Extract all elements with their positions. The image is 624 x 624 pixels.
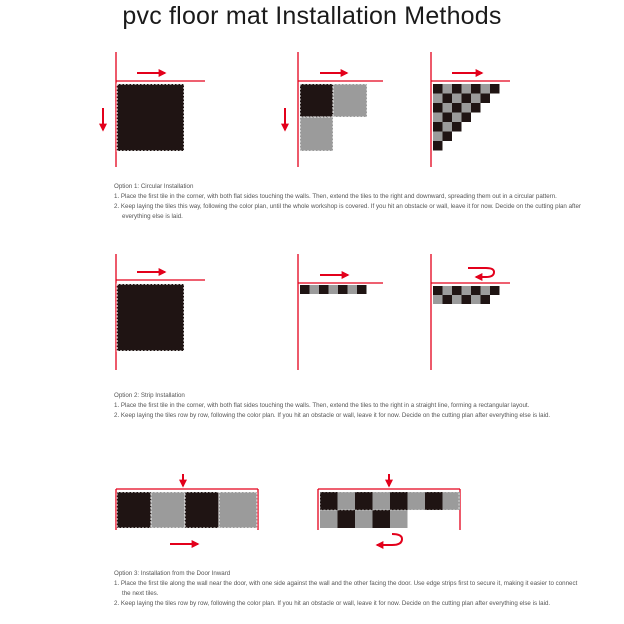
triangle-checker-tiles <box>433 84 500 151</box>
gray-tile <box>408 492 426 510</box>
dark-tile <box>452 103 462 113</box>
gray-tile <box>443 103 453 113</box>
dark-tile <box>373 510 391 528</box>
dark-tile <box>433 122 443 132</box>
gray-tile <box>355 510 373 528</box>
dark-tile <box>471 84 481 94</box>
dark-tile <box>452 286 462 295</box>
gray-tile <box>373 492 391 510</box>
circular-step-3-diagram <box>431 52 510 167</box>
circular-step-2-diagram <box>285 52 383 167</box>
gray-tile <box>452 295 462 304</box>
dark-tile <box>481 94 491 104</box>
dark-tile <box>462 113 472 123</box>
dark-tile <box>452 122 462 132</box>
dark-tile <box>490 84 500 94</box>
gray-tile <box>462 103 472 113</box>
section-heading: Option 3: Installation from the Door Inward <box>114 570 231 577</box>
section-step: 1. Place the first tile along the wall near the door, with one side against the wall and the other facing the door. Use edge strips first to secure it, making it easier to connect the next tiles. <box>114 580 578 597</box>
dark-tile <box>490 286 500 295</box>
gray-tile <box>151 492 185 528</box>
gray-tile <box>433 132 443 142</box>
section-step: 2. Keep laying the tiles this way, following the color plan, until the whole workshop is covered. If you hit an obstacle or wall, leave it for now. Decide on the cutting plan after everything else is laid. <box>114 203 581 220</box>
gray-tile <box>348 285 358 294</box>
section-step: 2. Keep laying the tiles row by row, following the color plan. If you hit an obstacle or wall, leave it for now. Decide on the cutting plan after everything else is laid. <box>114 412 551 419</box>
dark-tile <box>481 295 491 304</box>
dark-tile <box>117 284 184 351</box>
door-step-2-diagram <box>318 474 460 545</box>
circular-step-1-diagram <box>103 52 205 167</box>
dark-tile <box>390 492 408 510</box>
dark-tile <box>433 141 443 151</box>
section-step: 1. Place the first tile in the corner, with both flat sides touching the walls. Then, extend the tiles to the right in a straight line, forming a rectangular layout. <box>114 402 530 409</box>
section-step: 1. Place the first tile in the corner, with both flat sides touching the walls. Then, extend the tiles to the right and downward, spreading them out in a circular pattern. <box>114 193 557 200</box>
dark-tile <box>471 103 481 113</box>
gray-tile <box>310 285 320 294</box>
door-step-1-diagram <box>116 474 258 544</box>
door-checker-tiles <box>320 492 460 528</box>
dark-tile <box>355 492 373 510</box>
gray-tile <box>433 94 443 104</box>
dark-tile <box>452 84 462 94</box>
gray-tile <box>443 286 453 295</box>
gray-tile <box>338 492 356 510</box>
gray-tile <box>452 113 462 123</box>
gray-tile <box>462 84 472 94</box>
gray-tile <box>443 492 461 510</box>
dark-tile <box>117 84 184 151</box>
gray-tile <box>462 286 472 295</box>
return-arrow <box>377 534 402 545</box>
dark-tile <box>357 285 367 294</box>
dark-tile <box>471 286 481 295</box>
dark-tile <box>117 492 151 528</box>
gray-tile <box>300 117 333 151</box>
dark-tile <box>443 113 453 123</box>
gray-tile <box>443 84 453 94</box>
dark-tile <box>300 285 310 294</box>
dark-tile <box>433 103 443 113</box>
gray-tile <box>471 295 481 304</box>
gray-tile <box>320 510 338 528</box>
gray-tile <box>471 94 481 104</box>
gray-tile <box>452 94 462 104</box>
dark-tile <box>433 286 443 295</box>
dark-tile <box>320 492 338 510</box>
gray-tile <box>433 295 443 304</box>
section-heading: Option 2: Strip Installation <box>114 392 185 399</box>
dark-tile <box>462 94 472 104</box>
strip-step-2-diagram <box>298 254 383 370</box>
gray-tile <box>481 84 491 94</box>
return-arrow <box>468 268 494 277</box>
strip-step-1-diagram <box>116 254 205 370</box>
gray-tile <box>333 84 367 117</box>
gray-tile <box>433 113 443 123</box>
gray-tile <box>443 122 453 132</box>
section-strip <box>114 391 584 421</box>
section-door <box>114 569 584 609</box>
page-title: pvc floor mat Installation Methods <box>122 2 502 30</box>
dark-tile <box>443 295 453 304</box>
gray-tile <box>329 285 339 294</box>
dark-tile <box>319 285 329 294</box>
section-step: 2. Keep laying the tiles row by row, following the color plan. If you hit an obstacle or wall, leave it for now. Decide on the cutting plan after everything else is laid. <box>114 600 551 607</box>
dark-tile <box>338 510 356 528</box>
gray-tile <box>390 510 408 528</box>
strip-tile-row <box>300 285 367 294</box>
dark-tile <box>425 492 443 510</box>
dark-tile <box>300 84 333 117</box>
section-circular <box>114 182 584 222</box>
dark-tile <box>338 285 348 294</box>
dark-tile <box>443 132 453 142</box>
dark-tile <box>462 295 472 304</box>
strip-step-3-diagram <box>431 254 510 370</box>
dark-tile <box>443 94 453 104</box>
strip-tile-rows <box>433 286 500 304</box>
section-heading: Option 1: Circular Installation <box>114 183 194 190</box>
dark-tile <box>433 84 443 94</box>
gray-tile <box>219 492 257 528</box>
gray-tile <box>481 286 491 295</box>
dark-tile <box>185 492 219 528</box>
